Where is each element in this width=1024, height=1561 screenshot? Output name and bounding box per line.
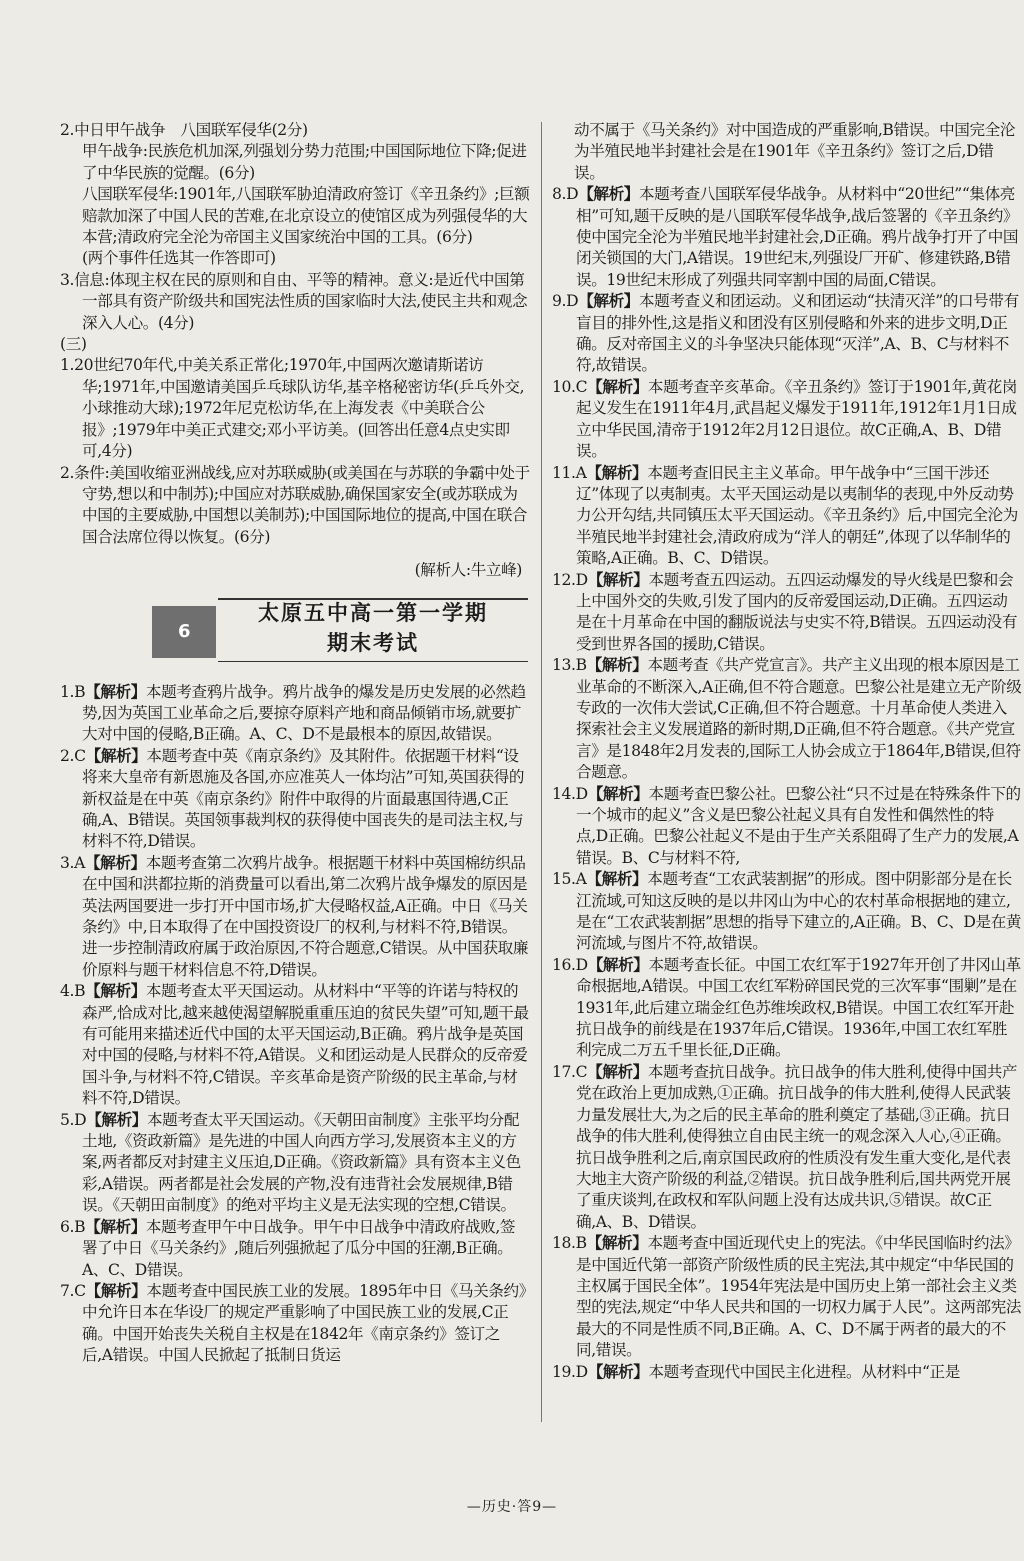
analysis-tag: 【解析】 <box>85 982 146 1001</box>
answer-number: 15.A <box>552 870 587 889</box>
answer-line <box>60 120 530 141</box>
exam-title-line2: 期末考试 <box>327 630 419 655</box>
answer-number: 19.D <box>552 1362 588 1381</box>
answer-item <box>552 869 1022 955</box>
right-column <box>552 120 1022 1383</box>
answer-text: 本题考查抗日战争。抗日战争的伟大胜利,使得中国共产党在政治上更加成熟,①正确。抗日战争的伟大胜利,使得人民武装力量发展壮大,为之后的民主革命的胜利奠定了基础,③正确。抗日战争的伟大胜利,使得独立自由民主统一的观念深入人心,④正确。抗日战争胜利之后,南京国民政府的性质没有发生重大变化,是代表大地主大资产阶级的利益,②错误。抗日战争胜利后,国共两党开展了重庆谈判,在政权和军队问题上没有达成共识,⑤错误。故C正确,A、B、D错误。 <box>576 1062 1018 1231</box>
answer-number: 2.C <box>60 746 86 765</box>
pre-items <box>60 120 530 334</box>
answer-text: 本题考查五四运动。五四运动爆发的导火线是巴黎和会上中国外交的失败,引发了国内的反帝爱国运动,D正确。五四运动是在十月革命在中国的翻版说法与史实不符,B错误。五四运动没有受到世界各国的援助,C错误。 <box>576 570 1018 653</box>
answer-number: 3.A <box>60 853 85 872</box>
answer-text: 本题考查旧民主主义革命。甲午战争中“三国干涉还辽”体现了以夷制夷。太平天国运动是以夷制华的表现,中外反动势力公开勾结,共同镇压太平天国运动。《辛丑条约》后,中国完全沦为半殖民地半封建社会,清政府成为“洋人的朝廷”,体现了以华制华的策略,A正确。B、C、D错误。 <box>576 463 1018 568</box>
answer-number: 12.D <box>552 570 588 589</box>
item-number: 1. <box>60 356 75 375</box>
answer-number: 1.B <box>60 682 86 701</box>
answer-number: 13.B <box>552 656 587 675</box>
answer-item <box>552 184 1022 291</box>
answer-number: 6.B <box>60 1217 86 1236</box>
answer-line <box>60 184 530 248</box>
analysis-tag: 【解析】 <box>85 1281 147 1300</box>
answer-number: 11.A <box>552 463 587 482</box>
item-text: (两个事件任选其一作答即可) <box>82 249 276 268</box>
analysis-tag: 【解析】 <box>587 1362 649 1381</box>
answer-item <box>60 463 530 549</box>
analysis-tag: 【解析】 <box>586 463 648 482</box>
section3-items <box>60 355 530 548</box>
answer-item <box>60 1217 530 1281</box>
answer-text: 本题考查鸦片战争。鸦片战争的爆发是历史发展的必然趋势,因为英国工业革命之后,要掠夺原料产地和商品倾销市场,就要扩大对中国的侵略,B正确。A、C、D不是最根本的原因,故错误。 <box>82 682 526 744</box>
answer-text: 本题考查辛亥革命。《辛丑条约》签订于1901年,黄花岗起义发生在1911年4月,武昌起义爆发于1911年,1912年1月1日成立中华民国,清帝于1912年2月12日退位。故C正确,A、B、D错误。 <box>576 377 1018 461</box>
answer-text: 本题考查现代中国民主化进程。从材料中“正是 <box>648 1362 960 1381</box>
answer-item <box>60 1110 530 1217</box>
answer-item <box>552 1362 1022 1383</box>
answer-number: 10.C <box>552 377 588 396</box>
answer-item <box>552 1233 1022 1361</box>
answer-number: 7.C <box>60 1281 86 1300</box>
page-footer: —历史·答9— <box>466 1499 558 1515</box>
analysis-tag: 【解析】 <box>85 682 146 701</box>
item-number: 2. <box>60 463 75 482</box>
section-heading-3: (三) <box>60 335 87 354</box>
answer-text: 本题考查八国联军侵华战争。从材料中“20世纪”“集体亮相”可知,题干反映的是八国联军侵华战争,战后签署的《辛丑条约》使中国完全沦为半殖民地半封建社会,D正确。鸦片战争打开了中国闭关锁国的大门,A错误。19世纪末,列强设厂开矿、修建铁路,B错误。19世纪末形成了列强共同宰割中国的局面,C错误。 <box>576 185 1019 289</box>
answer-item <box>552 463 1022 570</box>
answer-item <box>552 655 1022 783</box>
answer-text: 本题考查中国民族工业的发展。1895年中日《马关条约》中允许日本在华设厂的规定严重影响了中国民族工业的发展,C正确。中国开始丧失关税自主权是在1842年《南京条约》签订之后,A错误。中国人民掀起了抵制日货运 <box>82 1281 527 1365</box>
answer-item <box>60 355 530 462</box>
analysis-tag: 【解析】 <box>587 377 648 396</box>
answer-text: 本题考查长征。中国工农红军于1927年开创了井冈山革命根据地,A错误。中国工农红军粉碎国民党的三次军事“围剿”是在1931年,此后建立瑞金红色苏维埃政权,B错误。中国工农红军开赴抗日战争的前线是在1937年后,C错误。1936年,中国工农红军胜利完成二万五千里长征,D正确。 <box>576 955 1021 1060</box>
answer-number: 18.B <box>552 1234 587 1253</box>
answer-text: 本题考查“工农武装割据”的形成。图中阴影部分是在长江流域,可知这反映的是以井冈山为中心的农村革命根据地的建立,是在“工农武装割据”思想的指导下建立的,A正确。B、C、D是在黄河流域,与图片不符,故错误。 <box>576 870 1022 953</box>
answer-item <box>552 377 1022 463</box>
answer-item <box>552 1062 1022 1233</box>
item-text: 甲午战争:民族危机加深,列强划分势力范围;中国国际地位下降;促进了中华民族的觉醒。(6分) <box>82 142 527 182</box>
analysis-tag: 【解析】 <box>587 1062 648 1081</box>
answer-item <box>60 1281 530 1367</box>
answer-text: 本题考查中英《南京条约》及其附件。依据题干材料“设将来大皇帝有新恩施及各国,亦应准英人一体均沾”可知,英国获得的新权益是在中英《南京条约》附件中取得的片面最惠国待遇,C正确,A、B错误。英国领事裁判权的获得使中国丧失的是司法主权,与材料不符,D错误。 <box>82 746 525 851</box>
item-text: 中日甲午战争 八国联军侵华(2分) <box>74 121 308 139</box>
answer-line <box>60 270 530 334</box>
item-number: 2. <box>60 121 75 139</box>
item-text: 20世纪70年代,中美关系正常化;1970年,中国两次邀请斯诺访华;1971年,中国邀请美国乒乓球队访华,基辛格秘密访华(乒乓外交,小球推动大球);1972年尼克松访华,在上海发表《中美联合公报》;1979年中美正式建交;邓小平访美。(回答出任意4点史实即可,4分) <box>74 356 525 461</box>
answer-line <box>60 141 530 184</box>
answer-number: 5.D <box>60 1110 87 1129</box>
exam-header <box>60 592 530 672</box>
analysis-tag: 【解析】 <box>586 1234 648 1253</box>
left-answers <box>60 682 530 1367</box>
answer-item <box>60 746 530 853</box>
signature: (解析人:牛立峰) <box>414 561 522 580</box>
answer-text: 本题考查《共产党宣言》。共产主义出现的根本原因是工业革命的不断深入,A正确,但不符合题意。巴黎公社是建立无产阶级专政的一次伟大尝试,C正确,但不符合题意。十月革命使人类进入探索社会主义发展道路的新时期,D正确,但不符合题意。《共产党宣言》是1848年2月发表的,国际工人协会成立于1864年,B错误,但符合题意。 <box>576 656 1022 782</box>
answer-text: 本题考查义和团运动。义和团运动“扶清灭洋”的口号带有盲目的排外性,这是指义和团没有区别侵略和外来的进步文明,D正确。反对帝国主义的斗争坚决只能体现“灭洋”,A、B、C与材料不符,故错误。 <box>576 292 1019 375</box>
right-answers <box>552 184 1022 1383</box>
item-text: 信息:体现主权在民的原则和自由、平等的精神。意义:是近代中国第一部具有资产阶级共和国宪法性质的国家临时大法,使民主共和观念深入人心。(4分) <box>74 270 528 332</box>
exam-title <box>218 598 528 658</box>
answer-item <box>60 853 530 981</box>
answer-text: 本题考查甲午中日战争。甲午中日战争中清政府战败,签署了中日《马关条约》,随后列强掀起了瓜分中国的狂潮,B正确。A、C、D错误。 <box>82 1217 516 1279</box>
answer-item <box>552 955 1022 1062</box>
analysis-tag: 【解析】 <box>578 292 639 311</box>
item-number: 3. <box>60 270 75 289</box>
analysis-tag: 【解析】 <box>587 570 649 589</box>
answer-text: 本题考查太平天国运动。《天朝田亩制度》主张平均分配土地,《资政新篇》是先进的中国人向西方学习,发展资本主义的方案,两者都反对封建主义压迫,D正确。《资政新篇》具有资本主义色彩,A错误。两者都是社会发展的产物,没有违背社会发展规律,B错误。《天朝田亩制度》的绝对平均主义是无法实现的空想,C错误。 <box>82 1110 521 1215</box>
analysis-tag: 【解析】 <box>586 656 648 675</box>
answer-number: 14.D <box>552 784 588 803</box>
analysis-tag: 【解析】 <box>85 1217 146 1236</box>
answer-text: 本题考查第二次鸦片战争。根据题干材料中英国棉纺织品在中国和洪都拉斯的消费量可以看出,第二次鸦片战争爆发的原因是英法两国要进一步打开中国市场,扩大侵略权益,A正确。中日《马关条约》中,日本取得了在中国投资设厂的权利,与材料不符,B错误。进一步控制清政府属于政治原因,不符合题意,C错误。从中国获取廉价原料与题干材料信息不符,D错误。 <box>82 853 529 979</box>
exam-title-line1: 太原五中高一第一学期 <box>258 600 488 625</box>
answer-item <box>60 682 530 746</box>
analysis-tag: 【解析】 <box>578 185 639 204</box>
analysis-tag: 【解析】 <box>586 870 648 889</box>
title-rule-top <box>218 598 528 600</box>
analysis-tag: 【解析】 <box>587 955 649 974</box>
answer-number: 8.D <box>552 185 579 204</box>
answer-text: 本题考查巴黎公社。巴黎公社“只不过是在特殊条件下的一个城市的起义”含义是巴黎公社起义具有自发性和偶然性的特点,D正确。巴黎公社起义不是由于生产关系阻碍了生产力的发展,A错误。B、C与材料不符, <box>576 784 1021 867</box>
answer-number: 16.D <box>552 955 588 974</box>
column-divider <box>541 122 542 1422</box>
title-rule-bottom <box>218 661 528 662</box>
analysis-tag: 【解析】 <box>84 853 146 872</box>
answer-item <box>552 570 1022 656</box>
answer-item <box>60 981 530 1109</box>
item-text: 八国联军侵华:1901年,八国联军胁迫清政府签订《辛丑条约》;巨额赔款加深了中国人民的苦难,在北京设立的使馆区成为列强侵华的大本营;清政府完全沦为帝国主义国家统治中国的工具。(6分) <box>82 185 530 247</box>
answer-text: 本题考查中国近现代史上的宪法。《中华民国临时约法》是中国近代第一部资产阶级性质的民主宪法,其中规定“中华民国的主权属于国民全体”。1954年宪法是中国历史上第一部社会主义类型的宪法,规定“中华人民共和国的一切权力属于人民”。这两部宪法最大的不同是性质不同,B正确。A、C、D不属于两者的最大的不同,错误。 <box>576 1234 1022 1360</box>
answer-item <box>552 784 1022 870</box>
continuation-text: 动不属于《马关条约》对中国造成的严重影响,B错误。中国完全沦为半殖民地半封建社会是在1901年《辛丑条约》签订之后,D错误。 <box>574 121 1016 182</box>
analysis-tag: 【解析】 <box>587 784 649 803</box>
exam-number-badge: 6 <box>152 606 216 658</box>
answer-line <box>60 248 530 269</box>
left-column <box>60 120 530 1367</box>
answer-number: 17.C <box>552 1062 588 1081</box>
answer-item <box>552 291 1022 377</box>
answer-number: 4.B <box>60 982 86 1001</box>
analysis-tag: 【解析】 <box>85 746 147 765</box>
analysis-tag: 【解析】 <box>86 1110 147 1129</box>
item-text: 条件:美国收缩亚洲战线,应对苏联威胁(或美国在与苏联的争霸中处于守势,想以和中制苏);中国应对苏联威胁,确保国家安全(或苏联成为中国的主要威胁,中国想以美制苏);中国国际地位的提高,中国在联合国合法席位得以恢复。(6分) <box>74 463 530 546</box>
answer-text: 本题考查太平天国运动。从材料中“平等的许诺与特权的森严,恰成对比,越来越使渴望解脱重重压迫的贫民失望”可知,题干最有可能用来描述近代中国的太平天国运动,B正确。鸦片战争是英国对中国的侵略,与材料不符,A错误。义和团运动是人民群众的反帝爱国斗争,与材料不符,C错误。辛亥革命是资产阶级的民主革命,与材料不符,D错误。 <box>82 982 529 1108</box>
answer-number: 9.D <box>552 292 579 311</box>
